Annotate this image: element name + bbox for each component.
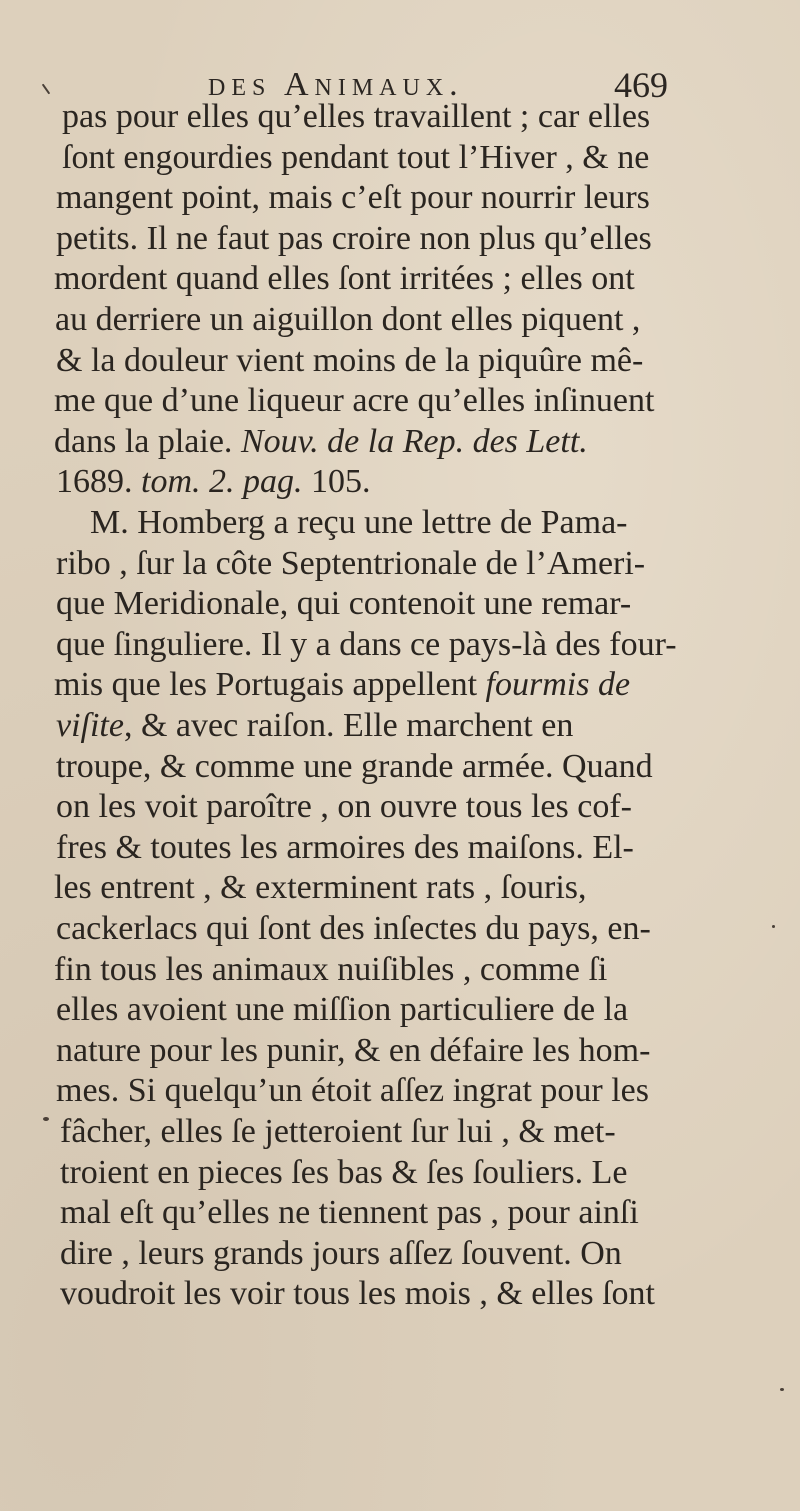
text-line <box>56 625 677 665</box>
text-line <box>62 138 649 178</box>
text-line <box>54 259 635 299</box>
line-text-after: , & avec raiſon. Elle marchent en <box>123 707 574 744</box>
text-line <box>60 1234 622 1274</box>
text-line <box>56 747 653 787</box>
text-line <box>56 178 650 218</box>
line-text: cackerlacs qui ſont des inſectes du pays, en- <box>56 910 651 947</box>
line-italic-text: viſite <box>56 707 124 744</box>
line-text: nature pour les punir, & en défaire les hom- <box>56 1032 651 1069</box>
line-italic-text: Nouv. de la Rep. des Lett. <box>240 423 588 460</box>
line-text: elles avoient une miſſion particuliere de la <box>56 991 629 1028</box>
line-italic-text: fourmis de <box>485 666 631 703</box>
line-text: voudroit les voir tous les mois , & elles ſont <box>60 1275 655 1312</box>
text-line <box>56 462 371 502</box>
text-line <box>56 1071 649 1111</box>
text-line <box>60 1193 639 1233</box>
text-line <box>60 1112 616 1152</box>
line-text: dire , leurs grands jours aſſez ſouvent. On <box>60 1235 622 1272</box>
line-text: 1689. <box>56 463 133 500</box>
text-line <box>56 584 631 624</box>
text-line <box>56 544 645 584</box>
text-line <box>54 868 587 908</box>
text-line <box>56 787 632 827</box>
text-line <box>56 341 643 381</box>
line-text: mal eſt qu’elles ne tiennent pas , pour ainſi <box>60 1194 639 1231</box>
line-text: fin tous les animaux nuiſibles , comme ſi <box>54 951 608 988</box>
line-text: fâcher, elles ſe jetteroient ſur lui , & met- <box>60 1113 616 1150</box>
line-text: troupe, & comme une grande armée. Quand <box>56 748 653 785</box>
ink-speck <box>780 1388 784 1391</box>
line-text: & la douleur vient moins de la piquûre mê- <box>56 342 644 379</box>
text-line <box>90 503 628 543</box>
line-text: pas pour elles qu’elles travaillent ; car elles <box>62 98 651 135</box>
line-italic-text: tom. 2. pag. <box>141 463 303 500</box>
line-text: troient en pieces ſes bas & ſes ſouliers. Le <box>60 1154 628 1191</box>
line-text: ribo , ſur la côte Septentrionale de l’Ameri- <box>56 545 646 582</box>
line-text: me que d’une liqueur acre qu’elles inſinuent <box>54 382 655 419</box>
text-line <box>56 828 634 868</box>
text-line <box>56 706 573 746</box>
text-line <box>56 1031 650 1071</box>
line-text: les entrent , & exterminent rats , ſouris, <box>54 869 587 906</box>
line-text: mangent point, mais c’eſt pour nourrir leurs <box>56 179 650 216</box>
text-line <box>54 381 654 421</box>
text-line <box>54 950 607 990</box>
text-line <box>54 422 588 462</box>
line-text-after: 105. <box>311 463 371 500</box>
line-text: fres & toutes les armoires des maiſons. El- <box>56 829 634 866</box>
line-text: mordent quand elles ſont irritées ; elles ont <box>54 260 635 297</box>
line-text: M. Homberg a reçu une lettre de Pama- <box>90 504 628 541</box>
line-text: que Meridionale, qui contenoit une remar- <box>56 585 632 622</box>
text-line <box>56 219 652 259</box>
line-text: ſont engourdies pendant tout l’Hiver , & ne <box>62 139 650 176</box>
ink-speck <box>772 925 775 928</box>
line-text: petits. Il ne faut pas croire non plus qu’elles <box>56 220 652 257</box>
line-text: dans la plaie. <box>54 423 233 460</box>
text-line <box>56 990 628 1030</box>
line-text: mes. Si quelqu’un étoit aſſez ingrat pour les <box>56 1072 649 1109</box>
line-text: on les voit paroître , on ouvre tous les cof- <box>56 788 632 825</box>
page-number: 469 <box>614 65 668 105</box>
ink-speck <box>43 1117 49 1121</box>
text-line <box>60 1274 655 1314</box>
line-text: au derriere un aiguillon dont elles piquent , <box>55 301 641 338</box>
text-line <box>60 1153 627 1193</box>
line-text: mis que les Portugais appellent <box>54 666 478 703</box>
text-line <box>55 300 640 340</box>
line-text: que ſinguliere. Il y a dans ce pays-là des four- <box>56 626 677 663</box>
text-line <box>62 97 650 137</box>
running-head-title: des Animaux. <box>208 66 464 103</box>
text-line <box>56 909 651 949</box>
text-line <box>54 665 630 705</box>
